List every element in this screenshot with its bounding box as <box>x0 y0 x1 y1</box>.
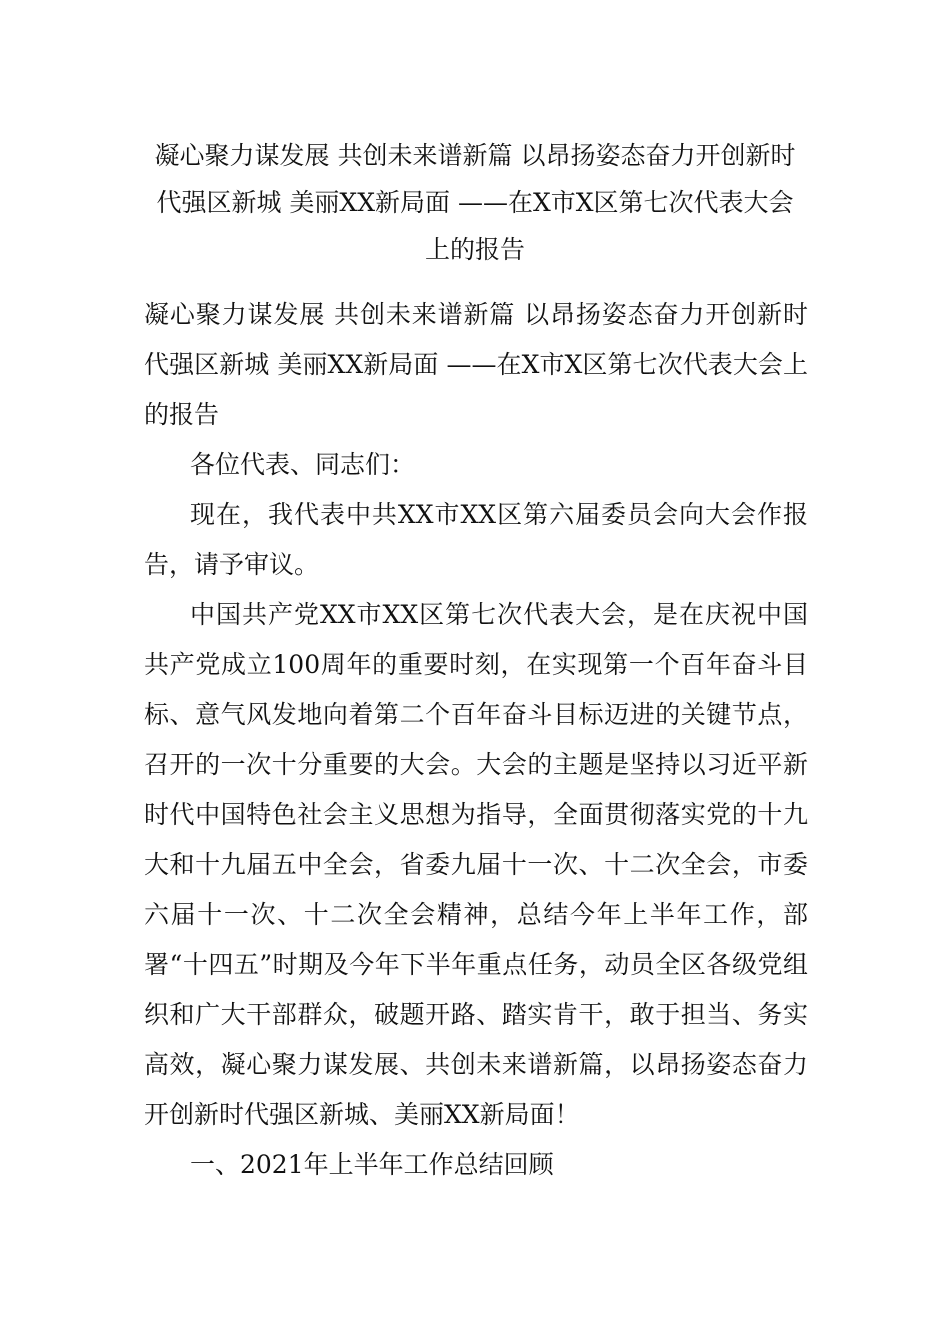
section-heading: 一、2021年上半年工作总结回顾 <box>190 1150 554 1179</box>
salutation-paragraph: 各位代表、同志们： <box>190 450 416 479</box>
document-title: 凝心聚力谋发展 共创未来谱新篇 以昂扬姿态奋力开创新时代强区新城 美丽XX新局面 ——在X市X区第七次代表大会上的报告 <box>154 141 796 264</box>
document-body <box>144 290 808 1190</box>
opening-paragraph: 现在，我代表中共XX市XX区第六届委员会向大会作报告，请予审议。 <box>144 500 808 579</box>
congress-paragraph: 中国共产党XX市XX区第七次代表大会，是在庆祝中国共产党成立100周年的重要时刻，在实现第一个百年奋斗目标、意气风发地向着第二个百年奋斗目标迈进的关键节点，召开的一次十分重要的大会。大会的主题是坚持以习近平新时代中国特色社会主义思想为指导，全面贯彻落实党的十九大和十九届五中全会，省委九届十一次、十二次全会，市委六届十一次、十二次全会精神，总结今年上半年工作，部署“十四五”时期及今年下半年重点任务，动员全区各级党组织和广大干部群众，破题开路、踏实肯干，敢于担当、务实高效，凝心聚力谋发展、共创未来谱新篇，以昂扬姿态奋力开创新时代强区新城、美丽XX新局面！ <box>144 600 808 1129</box>
document-subtitle: 凝心聚力谋发展 共创未来谱新篇 以昂扬姿态奋力开创新时代强区新城 美丽XX新局面 ——在X市X区第七次代表大会上的报告 <box>144 300 808 429</box>
